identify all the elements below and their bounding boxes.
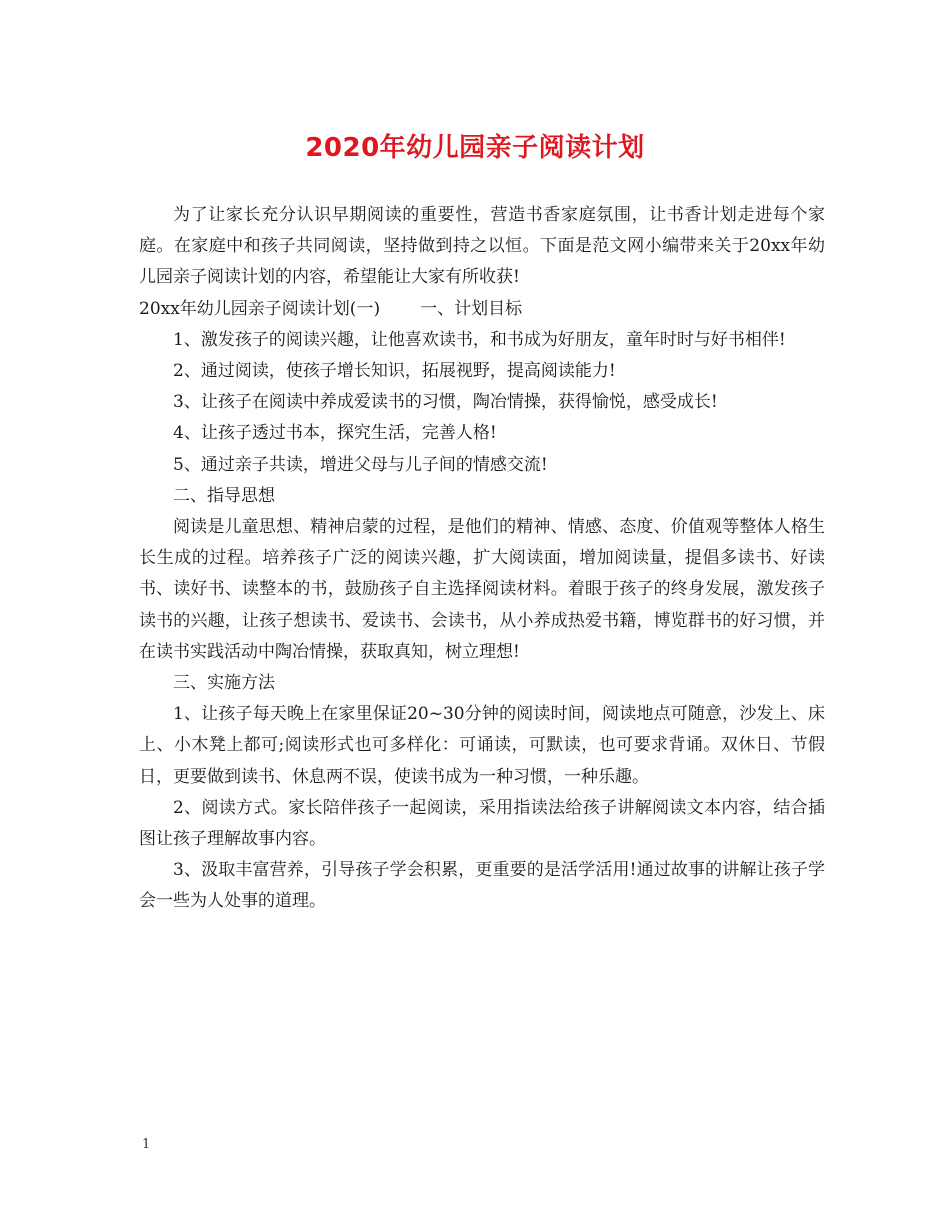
goal-item-3: 3、让孩子在阅读中养成爱读书的习惯，陶冶情操，获得愉悦，感受成长! <box>173 392 718 413</box>
goal-item-2: 2、通过阅读，使孩子增长知识，拓展视野，提高阅读能力! <box>173 361 616 382</box>
section3-heading: 三、实施方法 <box>173 673 275 694</box>
method-item-2: 2、阅读方式。家长陪伴孩子一起阅读，采用指读法给孩子讲解阅读文本内容，结合插图让孩子理解故事内容。 <box>139 797 825 850</box>
goal-item-1: 1、激发孩子的阅读兴趣，让他喜欢读书，和书成为好朋友，童年时时与好书相伴! <box>173 329 786 350</box>
document-body <box>139 200 825 918</box>
intro-paragraph: 为了让家长充分认识早期阅读的重要性，营造书香家庭氛围，让书香计划走进每个家庭。在家庭中和孩子共同阅读，坚持做到持之以恒。下面是范文网小编带来关于20xx年幼儿园亲子阅读计划的内容，希望能让大家有所收获! <box>139 205 825 288</box>
section2-heading: 二、指导思想 <box>173 485 275 506</box>
method-item-1: 1、让孩子每天晚上在家里保证20~30分钟的阅读时间，阅读地点可随意，沙发上、床上、小木凳上都可;阅读形式也可多样化：可诵读，可默读，也可要求背诵。双休日、节假日，更要做到读书、休息两不误，使读书成为一种习惯，一种乐趣。 <box>139 704 825 787</box>
section1-heading: 一、计划目标 <box>420 298 523 319</box>
plan-label: 20xx年幼儿园亲子阅读计划(一) <box>139 298 381 319</box>
page-number: 1 <box>142 1137 151 1152</box>
document-title: 2020年幼儿园亲子阅读计划 <box>305 133 645 163</box>
section2-body: 阅读是儿童思想、精神启蒙的过程，是他们的精神、情感、态度、价值观等整体人格生长生成的过程。培养孩子广泛的阅读兴趣，扩大阅读面，增加阅读量，提倡多读书、好读书、读好书、读整本的书，鼓励孩子自主选择阅读材料。着眼于孩子的终身发展，激发孩子读书的兴趣，让孩子想读书、爱读书、会读书，从小养成热爱书籍，博览群书的好习惯，并在读书实践活动中陶冶情操，获取真知，树立理想! <box>139 517 825 662</box>
goal-item-4: 4、让孩子透过书本，探究生活，完善人格! <box>173 423 497 444</box>
plan-label-line <box>139 294 825 325</box>
method-item-3: 3、汲取丰富营养，引导孩子学会积累，更重要的是活学活用!通过故事的讲解让孩子学会一些为人处事的道理。 <box>139 860 825 912</box>
goal-item-5: 5、通过亲子共读，增进父母与儿子间的情感交流! <box>173 454 548 475</box>
